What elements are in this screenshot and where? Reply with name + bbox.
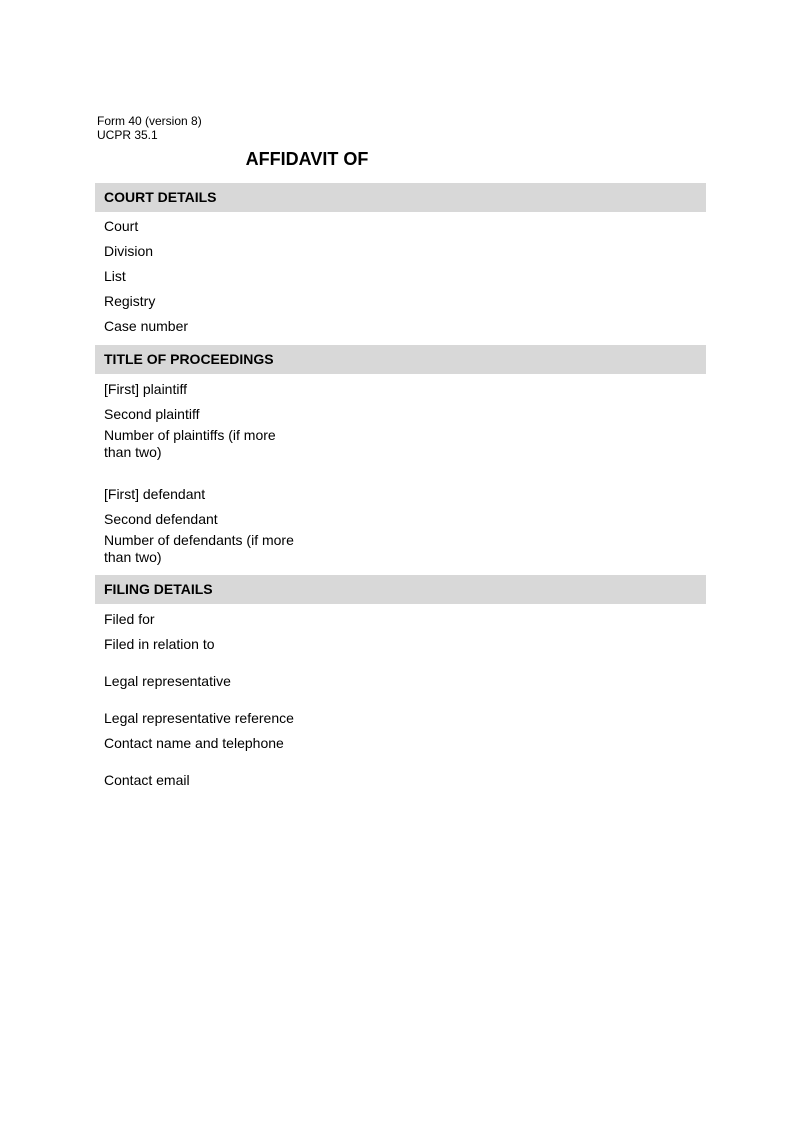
field-value-first-defendant[interactable]: [355, 482, 706, 507]
field-label-first-plaintiff: [First] plaintiff: [104, 381, 187, 397]
field-label-case-number: Case number: [104, 318, 189, 334]
field-label-number-of-plaintiffs: Number of plaintiffs (if more than two): [104, 427, 276, 460]
field-value-second-defendant[interactable]: [355, 507, 706, 532]
field-label-registry: Registry: [104, 293, 156, 309]
field-value-number-of-defendants[interactable]: [299, 532, 706, 557]
form-meta: [97, 114, 202, 142]
field-row-filed-for: [95, 607, 706, 632]
title-of-proceedings-rows: [95, 377, 706, 566]
field-row-division: [95, 239, 706, 264]
field-row-legal-representative: [95, 669, 706, 694]
field-label-division: Division: [104, 243, 154, 259]
field-label-list: List: [104, 268, 126, 284]
field-row-second-plaintiff: [95, 402, 706, 427]
field-label-second-defendant: Second defendant: [104, 511, 218, 527]
field-label-number-of-defendants: Number of defendants (if more than two): [104, 532, 294, 565]
court-details-rows: [95, 214, 706, 339]
field-row-legal-representative-reference: [95, 706, 706, 731]
field-label-filed-in-relation-to: Filed in relation to: [104, 636, 215, 652]
field-label-first-defendant: [First] defendant: [104, 486, 206, 502]
field-value-first-plaintiff[interactable]: [355, 377, 706, 402]
field-row-list: [95, 264, 706, 289]
field-label-filed-for: Filed for: [104, 611, 155, 627]
field-value-contact-email[interactable]: [355, 768, 706, 793]
field-row-case-number: [95, 314, 706, 339]
field-value-legal-representative-reference[interactable]: [355, 706, 706, 731]
field-value-legal-representative[interactable]: [355, 669, 706, 694]
field-row-contact-name-and-telephone: [95, 731, 706, 756]
field-value-second-plaintiff[interactable]: [355, 402, 706, 427]
field-label-legal-representative: Legal representative: [104, 673, 231, 689]
field-value-division[interactable]: [355, 239, 706, 264]
field-value-court[interactable]: [355, 214, 706, 239]
filing-details-rows: [95, 607, 706, 793]
field-label-contact-email: Contact email: [104, 772, 190, 788]
field-row-filed-in-relation-to: [95, 632, 706, 657]
field-value-filed-for[interactable]: [355, 607, 706, 632]
section-court-details: [95, 183, 706, 339]
field-value-list[interactable]: [355, 264, 706, 289]
section-title-of-proceedings: [95, 339, 706, 566]
field-label-legal-representative-reference: Legal representative reference: [104, 710, 294, 726]
field-row-contact-email: [95, 768, 706, 793]
rule-reference: UCPR 35.1: [97, 128, 158, 142]
field-value-filed-in-relation-to[interactable]: [355, 632, 706, 657]
field-value-contact-name-and-telephone[interactable]: [355, 731, 706, 756]
field-row-first-defendant: [95, 482, 706, 507]
field-label-court: Court: [104, 218, 139, 234]
field-row-court: [95, 214, 706, 239]
section-filing-details: [95, 566, 706, 793]
section-heading-title-of-proceedings: TITLE OF PROCEEDINGS: [95, 345, 706, 374]
field-row-first-plaintiff: [95, 377, 706, 402]
field-value-registry[interactable]: [355, 289, 706, 314]
field-row-number-of-defendants: [95, 532, 706, 566]
field-value-number-of-plaintiffs[interactable]: [299, 427, 706, 452]
form-body: [95, 183, 706, 793]
field-row-second-defendant: [95, 507, 706, 532]
form-number: Form 40 (version 8): [97, 114, 202, 128]
field-label-contact-name-and-telephone: Contact name and telephone: [104, 735, 284, 751]
section-heading-filing-details: FILING DETAILS: [95, 575, 706, 604]
section-heading-court-details: COURT DETAILS: [95, 183, 706, 212]
field-value-case-number[interactable]: [355, 314, 706, 339]
field-row-registry: [95, 289, 706, 314]
field-label-second-plaintiff: Second plaintiff: [104, 406, 200, 422]
field-row-number-of-plaintiffs: [95, 427, 706, 461]
page-title: AFFIDAVIT OF: [245, 149, 369, 169]
